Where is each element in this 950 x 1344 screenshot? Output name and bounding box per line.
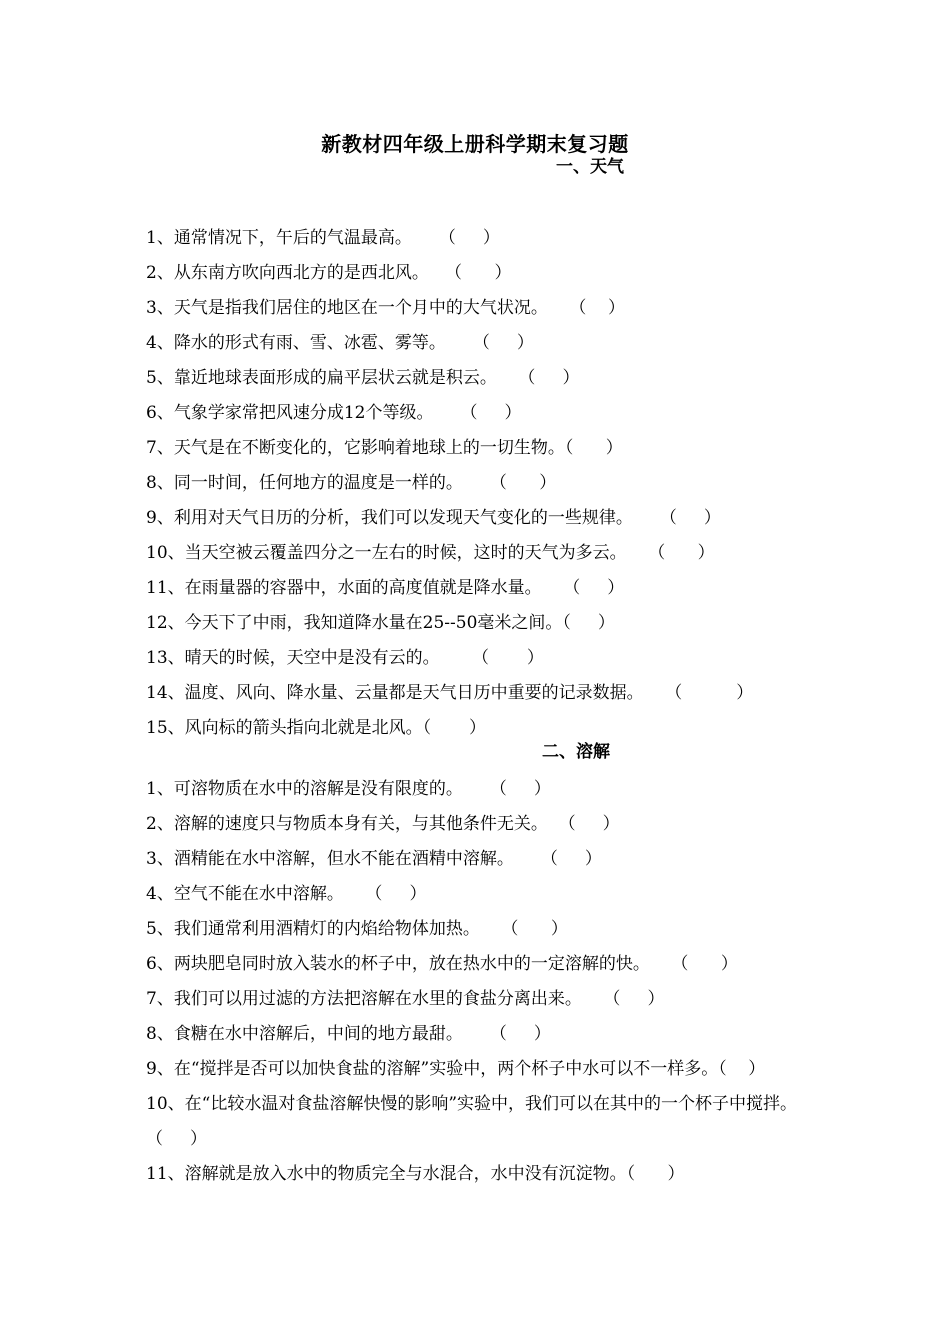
question-item: 7、天气是在不断变化的，它影响着地球上的一切生物。（ ） xyxy=(146,438,623,458)
question-item: 7、我们可以用过滤的方法把溶解在水里的食盐分离出来。 （ ） xyxy=(146,989,665,1009)
section-heading-dissolving: 二、溶解 xyxy=(542,742,610,762)
question-item: 3、天气是指我们居住的地区在一个月中的大气状况。 （ ） xyxy=(146,298,626,318)
question-item: 3、酒精能在水中溶解，但水不能在酒精中溶解。 （ ） xyxy=(146,849,602,869)
question-item: 15、风向标的箭头指向北就是北风。（ ） xyxy=(146,718,486,738)
question-item: 4、降水的形式有雨、雪、冰雹、雾等。 （ ） xyxy=(146,333,534,353)
question-item: 6、气象学家常把风速分成12个等级。 （ ） xyxy=(146,403,522,423)
question-item: 6、两块肥皂同时放入装水的杯子中，放在热水中的一定溶解的快。 （ ） xyxy=(146,954,738,974)
question-item: 1、可溶物质在水中的溶解是没有限度的。 （ ） xyxy=(146,779,551,799)
question-item: 10、当天空被云覆盖四分之一左右的时候，这时的天气为多云。 （ ） xyxy=(146,543,715,563)
question-item: 4、空气不能在水中溶解。 （ ） xyxy=(146,884,427,904)
question-item: 12、今天下了中雨，我知道降水量在25--50毫米之间。（ ） xyxy=(146,613,615,633)
question-item: 2、溶解的速度只与物质本身有关，与其他条件无关。 （ ） xyxy=(146,814,620,834)
question-item: 11、在雨量器的容器中，水面的高度值就是降水量。 （ ） xyxy=(146,578,625,598)
question-item: 10、在“比较水温对食盐溶解快慢的影响”实验中，我们可以在其中的一个杯子中搅拌。 （ ） xyxy=(146,1094,819,1149)
question-item: 2、从东南方吹向西北方的是西北风。 （ ） xyxy=(146,263,512,283)
question-item: 8、同一时间，任何地方的温度是一样的。 （ ） xyxy=(146,473,557,493)
question-item: 11、溶解就是放入水中的物质完全与水混合，水中没有沉淀物。（ ） xyxy=(146,1164,685,1184)
document-title: 新教材四年级上册科学期末复习题 xyxy=(321,132,629,156)
question-item: 5、靠近地球表面形成的扁平层状云就是积云。 （ ） xyxy=(146,368,580,388)
question-list-weather xyxy=(146,221,816,746)
question-item: 8、食糖在水中溶解后，中间的地方最甜。 （ ） xyxy=(146,1024,551,1044)
question-item: 9、利用对天气日历的分析，我们可以发现天气变化的一些规律。 （ ） xyxy=(146,508,721,528)
question-item: 9、在“搅拌是否可以加快食盐的溶解”实验中，两个杯子中水可以不一样多。（ ） xyxy=(146,1059,766,1079)
section-heading-weather: 一、天气 xyxy=(556,157,624,177)
question-item: 5、我们通常利用酒精灯的内焰给物体加热。 （ ） xyxy=(146,919,568,939)
question-list-dissolving xyxy=(146,772,819,1192)
question-item: 1、通常情况下，午后的气温最高。 （ ） xyxy=(146,228,500,248)
question-item: 14、温度、风向、降水量、云量都是天气日历中重要的记录数据。 （ ） xyxy=(146,683,754,703)
question-item: 13、晴天的时候，天空中是没有云的。 （ ） xyxy=(146,648,544,668)
